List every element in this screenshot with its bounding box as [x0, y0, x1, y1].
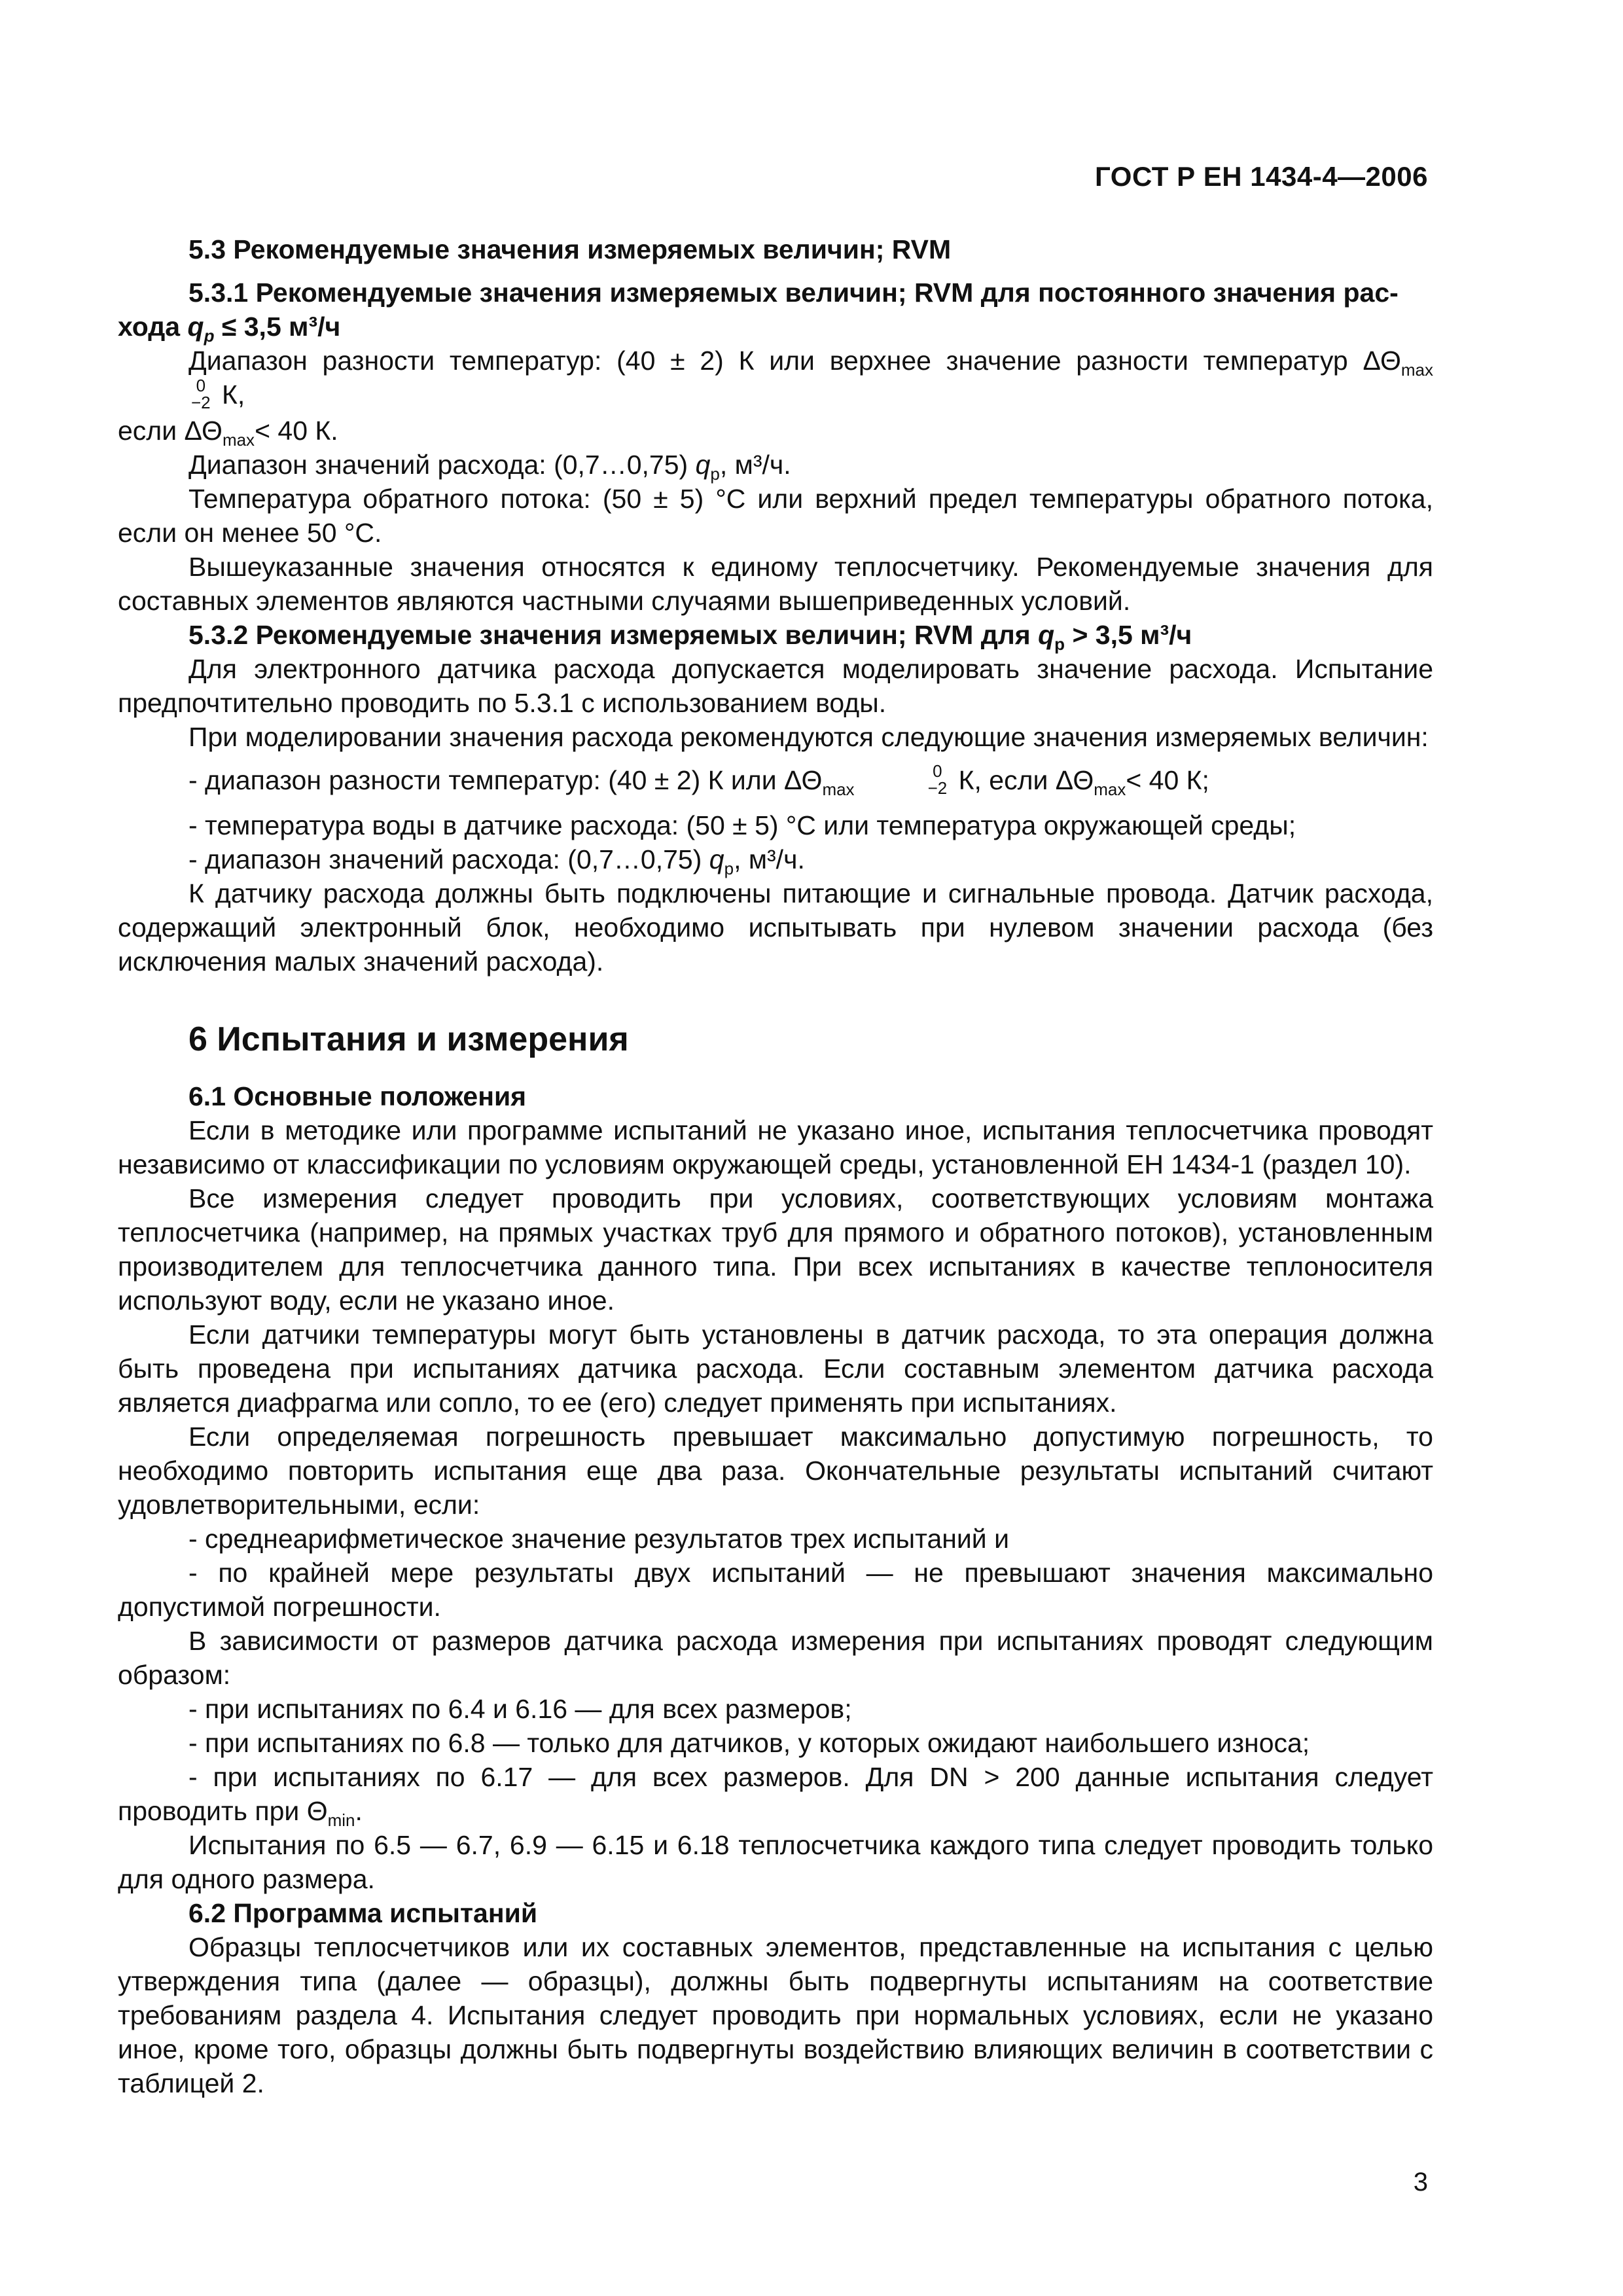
list-item: - при испытаниях по 6.8 — только для датчиков, у которых ожидают наибольшего износа;: [188, 1728, 1310, 1759]
paragraph: Если определяемая погрешность превышает максимально допустимую погрешность, то необходимо повторить испытания еще два раза. Окончательные результаты испытаний считают удовлетворительными, если:: [118, 1422, 1433, 1520]
paragraph: В зависимости от размеров датчика расхода измерения при испытаниях проводят следующим образом:: [118, 1626, 1433, 1691]
list-item: - при испытаниях по 6.4 и 6.16 — для всех размеров;: [188, 1694, 852, 1725]
paragraph: Для электронного датчика расхода допускается моделировать значение расхода. Испытание предпочтительно проводить по 5.3.1 с использованием воды.: [118, 654, 1433, 719]
paragraph: Испытания по 6.5 — 6.7, 6.9 — 6.15 и 6.18 теплосчетчика каждого типа следует проводить только для одного размера.: [118, 1830, 1433, 1895]
paragraph: Диапазон значений расхода: (0,7…0,75) $q_p$, м³/ч.: [188, 450, 791, 484]
paragraph: Если датчики температуры могут быть установлены в датчик расхода, то эта операция должна быть проведена при испытаниях датчика расхода. Если составным элементом датчика расхода является диафрагма или сопло, то ее (его) следует применять при испытаниях.: [118, 1319, 1433, 1418]
list-item: - при испытаниях по 6.17 — для всех размеров. Для DN > 200 данные испытания следует проводить при $\Theta_{min}$.: [118, 1762, 1433, 1831]
section-5-3-2-title: 5.3.2 Рекомендуемые значения измеряемых величин; RVM для $q_p > 3,5$ м³/ч: [188, 620, 1192, 655]
list-item: - по крайней мере результаты двух испытаний — не превышают значения максимально допустимой погрешности.: [118, 1558, 1433, 1623]
list-item: - среднеарифметическое значение результатов трех испытаний и: [188, 1524, 1010, 1554]
section-6-2-title: 6.2 Программа испытаний: [188, 1898, 538, 1929]
section-6-title: 6 Испытания и измерения: [188, 1020, 629, 1059]
paragraph: Температура обратного потока: (50 ± 5) °С или верхний предел температуры обратного потока, если он менее 50 °С.: [118, 484, 1433, 548]
document-body: [118, 232, 1433, 2100]
list-item: - температура воды в датчике расхода: (50 ± 5) °С или температура окружающей среды;: [188, 810, 1296, 841]
paragraph: если $\Delta\Theta_{max}< 40$ К.: [118, 416, 338, 450]
section-6-1-title: 6.1 Основные положения: [188, 1081, 527, 1112]
paragraph: Все измерения следует проводить при условиях, соответствующих условиям монтажа теплосчетчика (например, на прямых участках труб для прямого и обратного потоков), установленным производителем для теплосчетчика данного типа. При всех испытаниях в качестве теплоносителя используют воду, если не указано иное.: [118, 1183, 1433, 1316]
paragraph: При моделировании значения расхода рекомендуются следующие значения измеряемых величин:: [188, 722, 1429, 753]
standard-designation: ГОСТ Р ЕН 1434-4—2006: [1095, 161, 1428, 192]
paragraph: Диапазон разности температур: (40 ± 2) К или верхнее значение разности температур $\Delta\Theta_{max}$ 0 −2 К,: [118, 344, 1433, 414]
paragraph: Если в методике или программе испытаний не указано иное, испытания теплосчетчика проводят независимо от классификации по условиям окружающей среды, установленной ЕН 1434-1 (раздел 10).: [118, 1115, 1433, 1180]
list-item: - диапазон разности температур: (40 ± 2) К или $\Delta\Theta_{max}$ 0 −2 К, если $\Delta\Theta_{max}< 40$ К;: [188, 761, 1209, 800]
paragraph: Вышеуказанные значения относятся к единому теплосчетчику. Рекомендуемые значения для составных элементов являются частными случаями вышеприведенных условий.: [118, 552, 1433, 617]
paragraph: К датчику расхода должны быть подключены питающие и сигнальные провода. Датчик расхода, содержащий электронный блок, необходимо испытывать при нулевом значении расхода (без исключения малых значений расхода).: [118, 878, 1433, 977]
list-item: - диапазон значений расхода: (0,7…0,75) $q_p$, м³/ч.: [188, 844, 805, 879]
tolerance-stack: 0 −2: [927, 761, 948, 798]
tolerance-stack: 0 −2: [191, 376, 211, 413]
paragraph: Образцы теплосчетчиков или их составных элементов, представленные на испытания с целью утверждения типа (далее — образцы), должны быть подвергнуты испытаниям на соответствие требованиям раздела 4. Испытания следует проводить при нормальных условиях, если не указано иное, кроме того, образцы должны быть подвергнуты воздействию влияющих величин в соответствии с таблицей 2.: [118, 1932, 1433, 2099]
page-number: 3: [1413, 2168, 1428, 2197]
section-5-3-1-title: 5.3.1 Рекомендуемые значения измеряемых величин; RVM для постоянного значения рас- хода $q_p \le 3,5$ м³/ч: [118, 278, 1399, 346]
section-5-3-title: 5.3 Рекомендуемые значения измеряемых величин; RVM: [188, 234, 952, 264]
